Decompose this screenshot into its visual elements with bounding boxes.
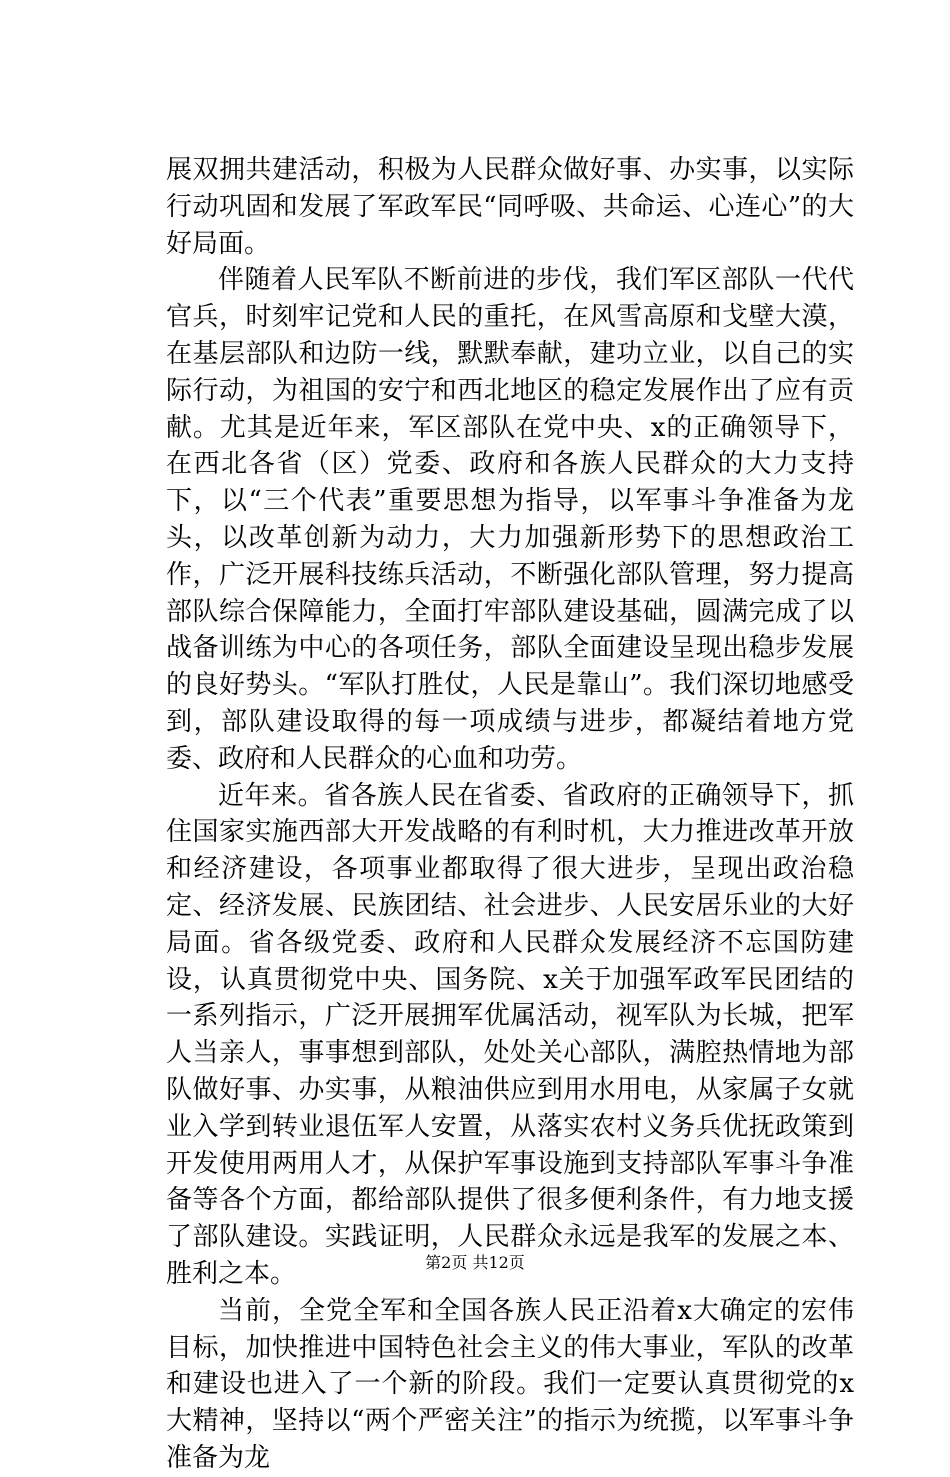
paragraph-4: 当前，全党全军和全国各族人民正沿着x大确定的宏伟目标，加快推进中国特色社会主义的伟大事业，军队的改革和建设也进入了一个新的阶段。我们一定要认真贯彻党的x大精神，坚持以“两个严密关注”的指示为统揽，以军事斗争准备为龙 xyxy=(166,1295,854,1473)
page-footer: 第2页 共12页 xyxy=(425,1253,525,1272)
paragraph-2: 伴随着人民军队不断前进的步伐，我们军区部队一代代官兵，时刻牢记党和人民的重托，在风雪高原和戈壁大漠，在基层部队和边防一线，默默奉献，建功立业，以自己的实际行动，为祖国的安宁和西北地区的稳定发展作出了应有贡献。尤其是近年来，军区部队在党中央、x的正确领导下，在西北各省（区）党委、政府和各族人民群众的大力支持下，以“三个代表”重要思想为指导，以军事斗争准备为龙头，以改革创新为动力，大力加强新形势下的思想政治工作，广泛开展科技练兵活动，不断强化部队管理，努力提高部队综合保障能力，全面打牢部队建设基础，圆满完成了以战备训练为中心的各项任务，部队全面建设呈现出稳步发展的良好势头。“军队打胜仗，人民是靠山”。我们深切地感受到，部队建设取得的每一项成绩与进步，都凝结着地方党委、政府和人民群众的心血和功劳。 xyxy=(166,265,854,774)
paragraph-3: 近年来。省各族人民在省委、省政府的正确领导下，抓住国家实施西部大开发战略的有利时机，大力推进改革开放和经济建设，各项事业都取得了很大进步，呈现出政治稳定、经济发展、民族团结、社会进步、人民安居乐业的大好局面。省各级党委、政府和人民群众发展经济不忘国防建设，认真贯彻党中央、国务院、x关于加强军政军民团结的一系列指示，广泛开展拥军优属活动，视军队为长城，把军人当亲人，事事想到部队，处处关心部队，满腔热情地为部队做好事、办实事，从粮油供应到用水用电，从家属子女就业入学到转业退伍军人安置，从落实农村义务兵优抚政策到开发使用两用人才，从保护军事设施到支持部队军事斗争准备等各个方面，都给部队提供了很多便利条件，有力地支援了部队建设。实践证明，人民群众永远是我军的发展之本、胜利之本。 xyxy=(166,780,854,1289)
document-body xyxy=(166,152,854,1477)
paragraph-1: 展双拥共建活动，积极为人民群众做好事、办实事，以实际行动巩固和发展了军政军民“同呼吸、共命运、心连心”的大好局面。 xyxy=(166,155,854,259)
